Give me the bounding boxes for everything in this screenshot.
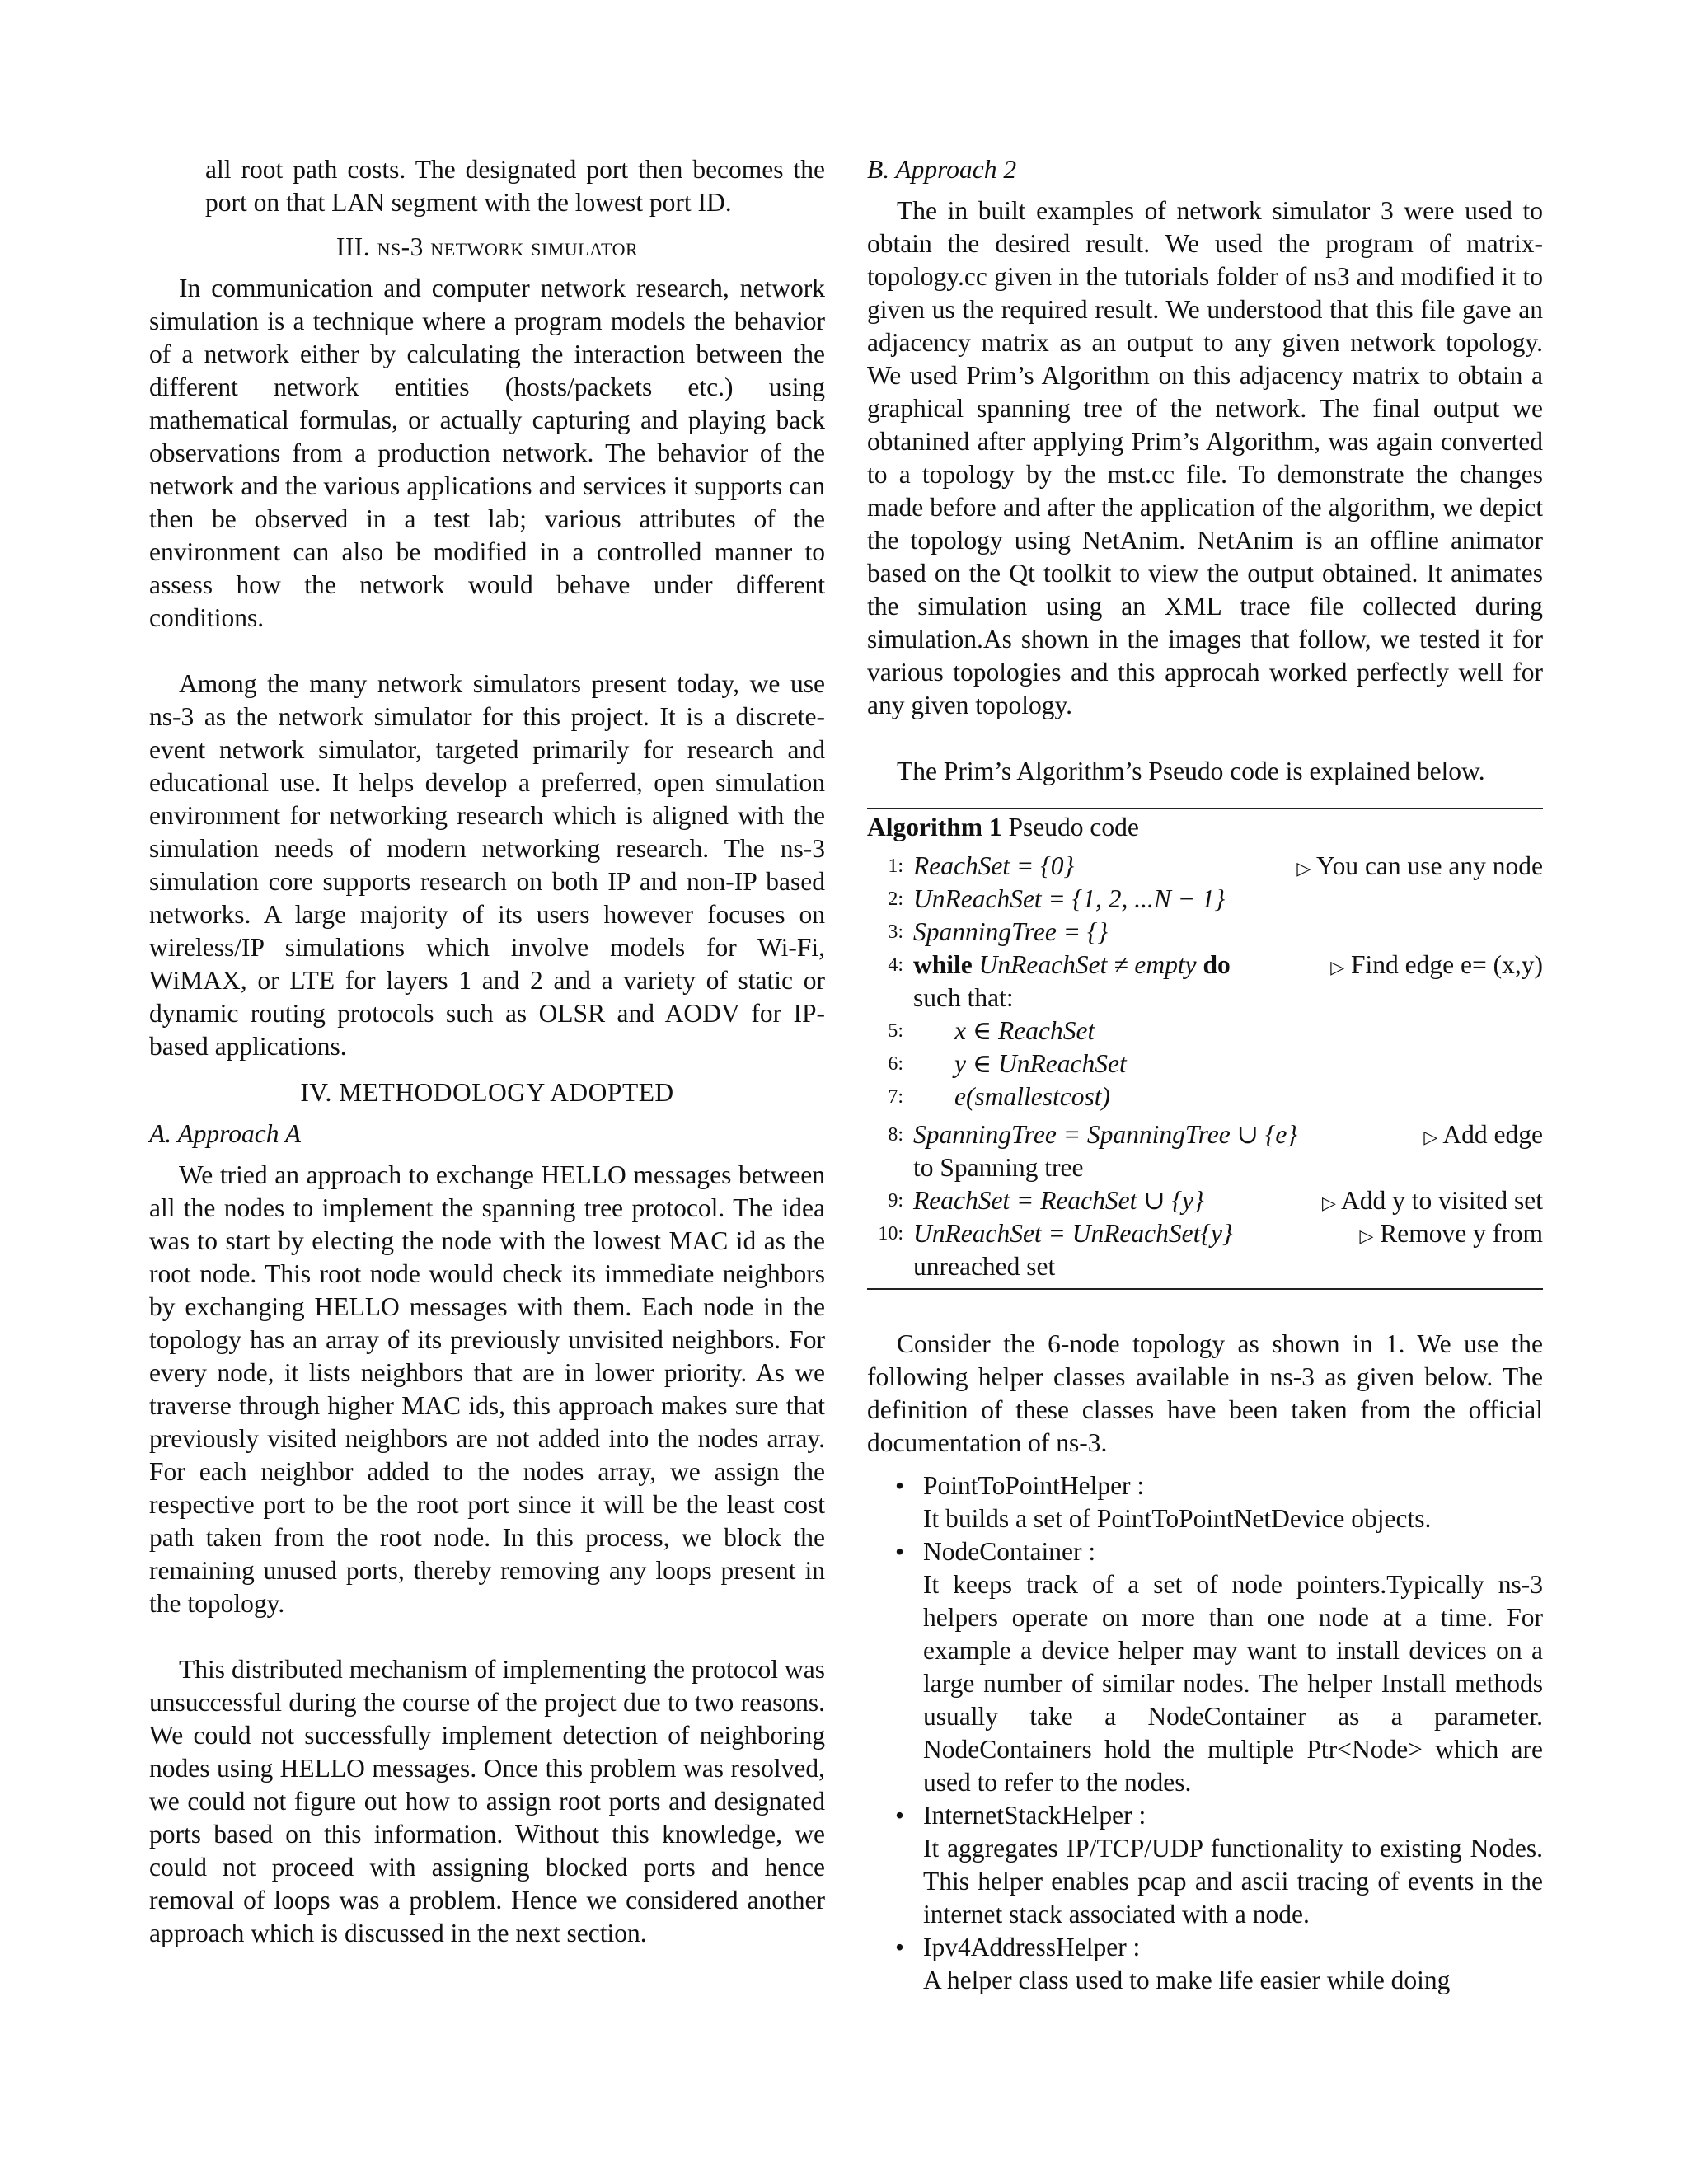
algorithm-title: Pseudo code [1008, 813, 1139, 841]
comment-triangle-icon: ▷ [1321, 1193, 1336, 1213]
list-item [867, 1469, 1543, 1535]
algo-code: y ∈ UnReachSet [954, 1049, 1127, 1078]
algo-code: UnReachSet = UnReachSet{y} [913, 1219, 1233, 1248]
paragraph: Among the many network simulators present today, we use ns-3 as the network simulator for this project. It is a discrete-event network simulator, targeted primarily for research and educational use. It helps develop a preferred, open simulation environment for networking research which is aligned with the simulation needs of modern networking research. The ns-3 simulation core supports research on both IP and non-IP based networks. A large majority of its users however focuses on wireless/IP simulations which involve models for Wi-Fi, WiMAX, or LTE for layers 1 and 2 and a variety of static or dynamic routing protocols such as OLSR and AODV for IP-based applications. [149, 669, 825, 1061]
algo-line [867, 1015, 1543, 1047]
comment-text: to Spanning tree [913, 1153, 1084, 1182]
comment-triangle-icon: ▷ [1330, 957, 1345, 977]
line-number: 10: [878, 1223, 903, 1244]
algo-line [867, 883, 1543, 916]
algo-line-continuation [867, 1250, 1543, 1283]
comment-text: Remove y from [1380, 1219, 1543, 1248]
helper-description: It aggregates IP/TCP/UDP functionality to existing Nodes. This helper enables pcap and ascii tracing of events in the internet stack associated with a node. [923, 1834, 1543, 1929]
line-number: 7: [888, 1086, 903, 1108]
prev-section-tail: all root path costs. The designated port then becomes the port on that LAN segment with the lowest port ID. [205, 155, 825, 217]
algo-comment [1353, 1217, 1543, 1253]
helper-name: NodeContainer : [923, 1537, 1096, 1566]
helper-class-list [867, 1469, 1543, 1997]
line-number: 5: [888, 1020, 903, 1042]
algorithm-body [867, 846, 1543, 1288]
line-number: 4: [888, 954, 903, 976]
algo-comment [1417, 1118, 1543, 1154]
helper-name: InternetStackHelper : [923, 1801, 1146, 1830]
algo-line-continuation [867, 982, 1543, 1015]
algo-line [867, 1118, 1543, 1151]
comment-triangle-icon: ▷ [1359, 1226, 1374, 1246]
algorithm-box [867, 808, 1543, 1290]
comment-text: unreached set [913, 1252, 1056, 1281]
line-number: 6: [888, 1053, 903, 1075]
line-number: 1: [888, 855, 903, 877]
algo-code: SpanningTree = {} [913, 917, 1109, 946]
paragraph: We tried an approach to exchange HELLO messages between all the nodes to implement the spanning tree protocol. The idea was to start by electing the node with the lowest MAC id as the root node. This root node would check its immediate neighbors by exchanging HELLO messages with them. Each node in the topology has an array of its previously unvisited neighbors. For every node, it lists neighbors that are in lower priority. As we traverse through higher MAC ids, this approach makes sure that previously visited neighbors are not added into the nodes array. For each neighbor added to the nodes array, we assign the respective port to be the root port since it will be the least cost path taken from the root node. In this process, we block the remaining unused ports, thereby removing any loops present in the topology. [149, 1160, 825, 1618]
paragraph: The Prim’s Algorithm’s Pseudo code is explained below. [897, 757, 1485, 785]
algo-line [867, 1047, 1543, 1080]
algo-code: UnReachSet = {1, 2, ...N − 1} [913, 884, 1226, 913]
algo-code: SpanningTree = SpanningTree ∪ {e} [913, 1120, 1297, 1149]
section-heading-4 [149, 1076, 825, 1109]
list-item [867, 1799, 1543, 1931]
algo-line-continuation [867, 1151, 1543, 1184]
line-number: 2: [888, 888, 903, 910]
algorithm-caption [867, 809, 1543, 846]
comment-text: Find edge e= (x,y) [1351, 950, 1543, 979]
paragraph: This distributed mechanism of implementing the protocol was unsuccessful during the course of the project due to two reasons. We could not successfully implement detection of neighboring nodes using HELLO messages. Once this problem was resolved, we could not figure out how to assign root ports and designated ports based on this information. Without this knowledge, we could not proceed with assigning blocked ports and hence removal of loops was a problem. Hence we considered another approach which is discussed in the next section. [149, 1655, 825, 1947]
bullet-icon: • [895, 1933, 905, 1961]
comment-text: Add y to visited set [1341, 1186, 1543, 1215]
algo-line [867, 1080, 1543, 1113]
line-number: 3: [888, 921, 903, 943]
section-heading-3 [149, 231, 825, 264]
algo-comment [1324, 949, 1543, 984]
keyword-while: while [913, 950, 973, 979]
algo-line [867, 850, 1543, 883]
section-number: III. [335, 232, 371, 261]
list-item [867, 1931, 1543, 1997]
helper-name: Ipv4AddressHelper : [923, 1933, 1141, 1961]
algo-line [867, 949, 1543, 982]
algo-code: x ∈ ReachSet [954, 1016, 1095, 1045]
list-item [867, 1535, 1543, 1799]
paragraph: In communication and computer network research, network simulation is a technique where a program models the behavior of a network either by calculating the interaction between the different network entities (hosts/packets etc.) using mathematical formulas, or actually capturing and playing back observations from a production network. The behavior of the network and the various applications and services it supports can then be observed in a test lab; various attributes of the environment can also be modified in a controlled manner to assess how the network would behave under different conditions. [149, 274, 825, 632]
algo-code: ReachSet = {0} [913, 851, 1075, 880]
line-number: 9: [888, 1190, 903, 1212]
section-title: METHODOLOGY ADOPTED [339, 1078, 674, 1107]
helper-description: A helper class used to make life easier while doing [923, 1966, 1451, 1994]
algo-line [867, 1184, 1543, 1217]
algo-code: e(smallestcost) [954, 1082, 1110, 1111]
comment-triangle-icon: ▷ [1423, 1127, 1438, 1147]
helper-description: It builds a set of PointToPointNetDevice objects. [923, 1504, 1432, 1533]
algo-line [867, 1217, 1543, 1250]
algo-comment [1315, 1184, 1543, 1220]
comment-triangle-icon: ▷ [1296, 858, 1311, 879]
algo-code: UnReachSet ≠ empty [978, 950, 1197, 979]
helper-name: PointToPointHelper : [923, 1471, 1145, 1500]
algo-line [867, 916, 1543, 949]
right-column [867, 153, 1543, 1997]
comment-text: Add edge [1442, 1120, 1543, 1149]
left-column [149, 153, 825, 1950]
keyword-do: do [1203, 950, 1231, 979]
paragraph: Consider the 6-node topology as shown in 1. We use the following helper classes available in ns-3 as given below. The definition of these classes have been taken from the official documentation of ns-3. [867, 1329, 1543, 1457]
algo-code: ReachSet = ReachSet ∪ {y} [913, 1186, 1204, 1215]
comment-text: You can use any node [1315, 851, 1543, 880]
bullet-icon: • [895, 1801, 905, 1830]
subsection-heading-b: B. Approach 2 [867, 155, 1017, 184]
section-number: IV. [300, 1078, 332, 1107]
section-title: ns-3 network simulator [377, 232, 639, 261]
algorithm-label: Algorithm 1 [867, 813, 1002, 841]
algo-comment [1290, 850, 1543, 885]
helper-description: It keeps track of a set of node pointers.Typically ns-3 helpers operate on more than one node at a time. For example a device helper may want to install devices on a large number of similar nodes. The helper Install methods usually take a NodeContainer as a parameter. NodeContainers hold the multiple Ptr<Node> which are used to refer to the nodes. [923, 1570, 1543, 1797]
subsection-heading-a: A. Approach A [149, 1119, 302, 1148]
paragraph: The in built examples of network simulator 3 were used to obtain the desired result. We used the program of matrix-topology.cc given in the tutorials folder of ns3 and modified it to given us the required result. We understood that this file gave an adjacency matrix as an output to any given network topology. We used Prim’s Algorithm on this adjacency matrix to obtain a graphical spanning tree of the network. The final output we obtanined after applying Prim’s Algorithm, was again converted to a topology by the mst.cc file. To demonstrate the changes made before and after the application of the algorithm, we depict the topology using NetAnim. NetAnim is an offline animator based on the Qt toolkit to view the output obtained. It animates the simulation using an XML trace file collected during simulation.As shown in the images that follow, we tested it for various topologies and this approcah worked perfectly well for any given topology. [867, 196, 1543, 719]
bullet-icon: • [895, 1537, 905, 1566]
line-number: 8: [888, 1124, 903, 1146]
comment-text: such that: [913, 983, 1014, 1012]
bullet-icon: • [895, 1471, 905, 1500]
